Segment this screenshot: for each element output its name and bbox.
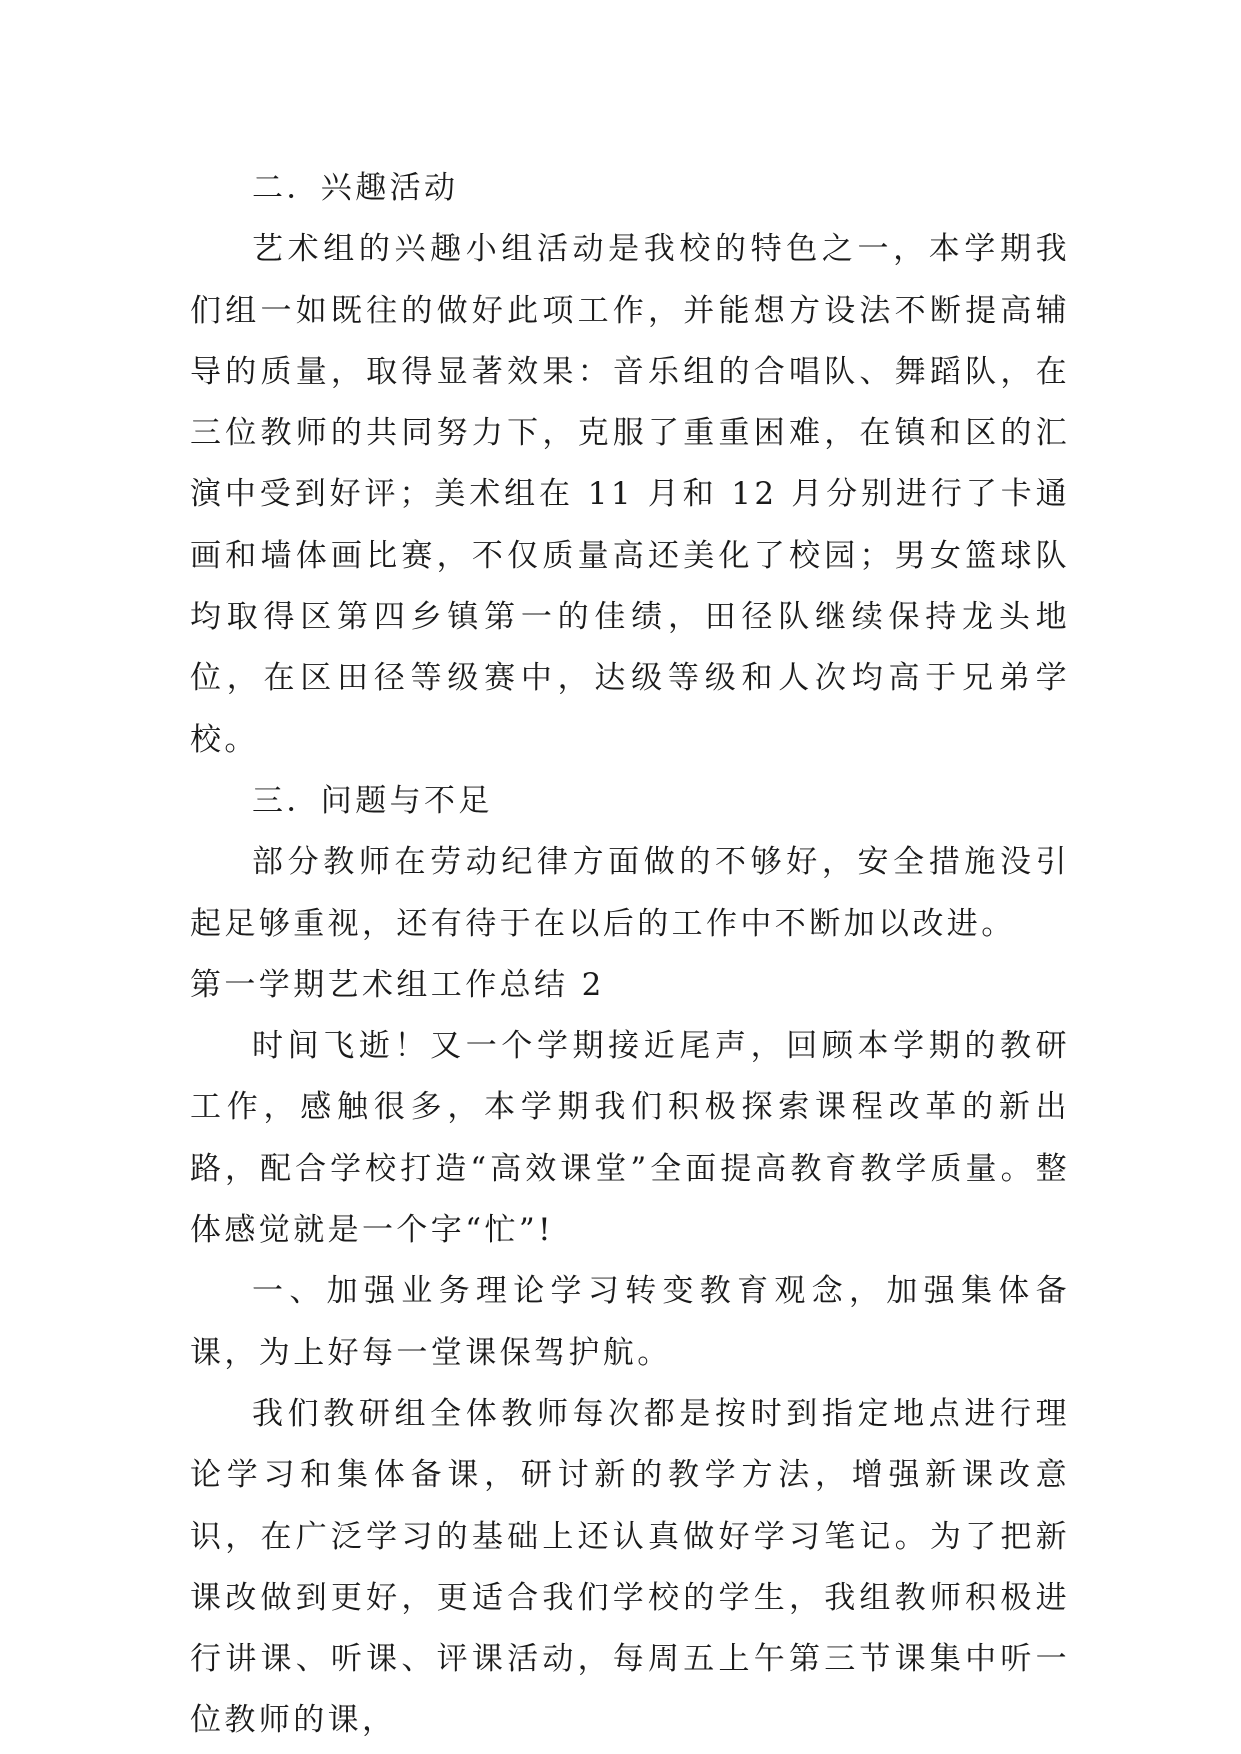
section-heading-interest-activities: 二．兴趣活动: [252, 170, 459, 206]
paragraph-section-one-heading: 一、加强业务理论学习转变教育观念，加强集体备课，为上好每一堂课保驾护航。: [190, 1273, 1070, 1371]
paragraph-interest-groups: 艺术组的兴趣小组活动是我校的特色之一，本学期我们组一如既往的做好此项工作，并能想方设法不断提高辅导的质量，取得显著效果：音乐组的合唱队、舞蹈队，在三位教师的共同努力下，克服了重重困难，在镇和区的汇演中受到好评；美术组在 11 月和 12 月分别进行了卡通画和墙体画比赛，不仅质量高还美化了校园；男女篮球队均取得区第四乡镇第一的佳绩，田径队继续保持龙头地位，在区田径等级赛中，达级等级和人次均高于兄弟学校。: [190, 231, 1070, 758]
paragraph-problems: 部分教师在劳动纪律方面做的不够好，安全措施没引起足够重视，还有待于在以后的工作中不断加以改进。: [190, 844, 1070, 942]
section-heading-problems: 三．问题与不足: [252, 782, 493, 819]
paragraph-teaching-research: 我们教研组全体教师每次都是按时到指定地点进行理论学习和集体备课，研讨新的教学方法，增强新课改意识，在广泛学习的基础上还认真做好学习笔记。为了把新课改做到更好，更适合我们学校的学生，我组教师积极进行讲课、听课、评课活动，每周五上午第三节课集中听一位教师的课，: [190, 1395, 1070, 1739]
document-body: [190, 158, 1070, 1752]
paragraph-intro: 时间飞逝！又一个学期接近尾声，回顾本学期的教研工作，感触很多，本学期我们积极探索课程改革的新出路，配合学校打造“高效课堂”全面提高教育教学质量。整体感觉就是一个字“忙”!: [190, 1028, 1070, 1249]
document-title-summary-2: 第一学期艺术组工作总结 2: [190, 966, 605, 1003]
